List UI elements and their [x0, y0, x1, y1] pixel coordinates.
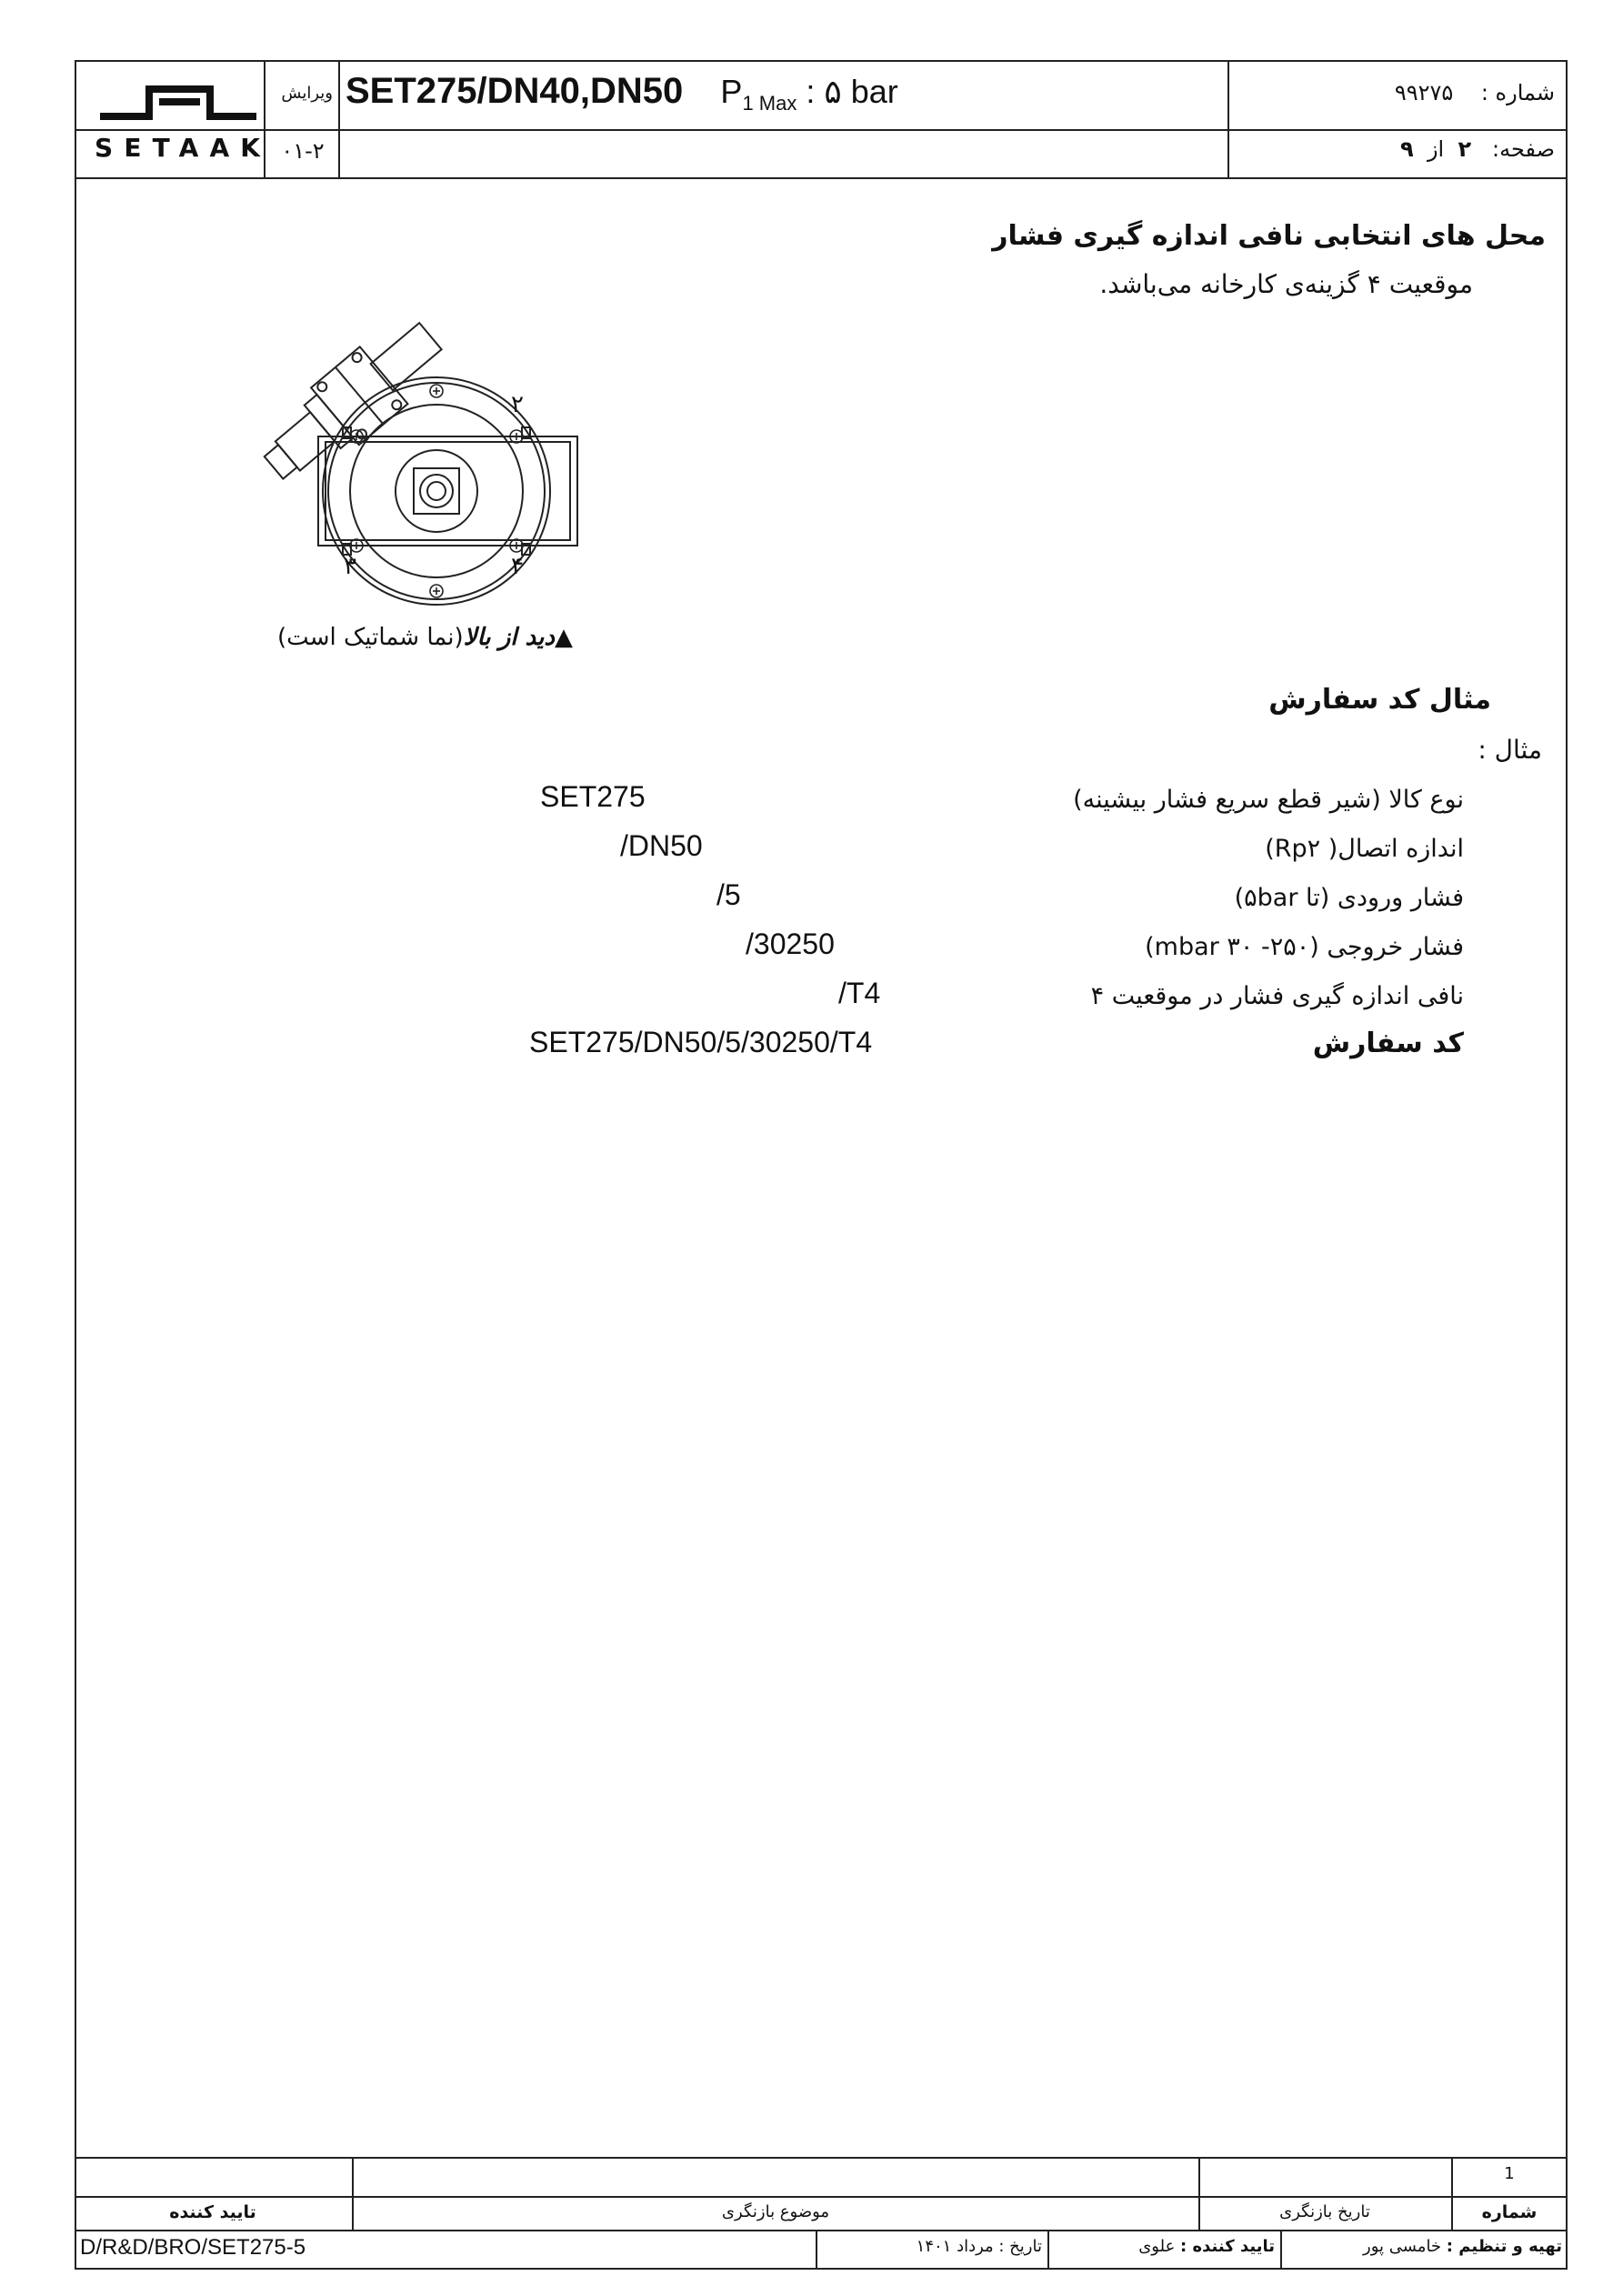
revision-label: ویرایش	[281, 84, 333, 103]
example-label: مثال :	[1478, 735, 1542, 765]
footer-col-line	[352, 2157, 354, 2230]
position-label-4: ۴	[511, 553, 524, 580]
revision-value: ۰۱-۲	[281, 138, 325, 164]
footer-col-line	[816, 2230, 817, 2270]
triangle-icon: ▲	[555, 624, 573, 651]
order-code-value: SET275/DN50/5/30250/T4	[529, 1026, 873, 1058]
document-code: D/R&D/BRO/SET275-5	[80, 2235, 306, 2260]
position-label-2: ۲	[511, 391, 524, 418]
footer-col-rev-subject: موضوع بازنگری	[721, 2202, 830, 2221]
svg-text:SETAAK: SETAAK	[95, 133, 260, 163]
footer-col-rev-date: تاریخ بازنگری	[1279, 2202, 1370, 2221]
valve-top-view-drawing	[227, 273, 591, 618]
order-code-label: کد سفارش	[1312, 1028, 1464, 1059]
order-heading: مثال کد سفارش	[1268, 684, 1491, 716]
approved-by: تایید کننده : علوی	[1138, 2237, 1275, 2256]
order-row-value: /T4	[838, 977, 881, 1009]
page-indicator: صفحه: ۲ از ۹	[1400, 136, 1555, 162]
footer-col-line	[1198, 2157, 1200, 2230]
position-label-3: ۳	[344, 553, 356, 580]
footer-col-line	[1280, 2230, 1282, 2270]
header-divider	[75, 129, 1568, 131]
footer-col-number: شماره	[1481, 2202, 1538, 2222]
footer-line	[75, 2196, 1568, 2198]
header-bottom-line	[75, 177, 1568, 179]
figure-caption: ▲دید از بالا(نما شماتیک است)	[277, 624, 573, 651]
document-date: تاریخ : مرداد ۱۴۰۱	[916, 2237, 1042, 2256]
doc-number: شماره : ۹۹۲۷۵	[1394, 80, 1555, 105]
section-text: موقعیت ۴ گزینه‌ی کارخانه می‌باشد.	[1099, 269, 1473, 299]
prepared-by: تهیه و تنظیم : خامسی پور	[1363, 2237, 1562, 2256]
order-row-value: /30250	[746, 927, 835, 960]
order-row-label: فشار ورودی (تا ۵bar)	[1234, 884, 1464, 912]
section-heading: محل های انتخابی نافی اندازه گیری فشار	[992, 220, 1546, 252]
header-col-line	[1227, 60, 1229, 178]
order-row-label: نوع کالا (شیر قطع سریع فشار بیشینه)	[1073, 786, 1464, 814]
footer-line	[75, 2157, 1568, 2159]
title-text: SET275/DN40,DN50	[346, 71, 684, 111]
order-row-value: SET275	[540, 780, 646, 813]
setaak-logo	[91, 73, 264, 164]
pmax-text: $P_{1 Max}$ : ۵ bar	[720, 73, 898, 115]
order-row-label: نافی اندازه گیری فشار در موقعیت ۴	[1090, 982, 1464, 1010]
footer-col-line	[1451, 2157, 1453, 2230]
footer-col-line	[1047, 2230, 1049, 2270]
order-row-value: /DN50	[620, 829, 703, 862]
header-col-line	[264, 60, 265, 178]
header-col-line	[338, 60, 340, 178]
footer-line	[75, 2230, 1568, 2231]
document-title	[346, 71, 1218, 125]
order-row-value: /5	[716, 878, 741, 911]
revision-row-number: 1	[1504, 2164, 1515, 2183]
order-row-label: فشار خروجی (۲۵۰- ۳۰ mbar)	[1145, 933, 1464, 961]
footer-col-approver: تایید کننده	[169, 2202, 256, 2222]
order-row-label: اندازه اتصال( Rp۲)	[1265, 835, 1464, 863]
